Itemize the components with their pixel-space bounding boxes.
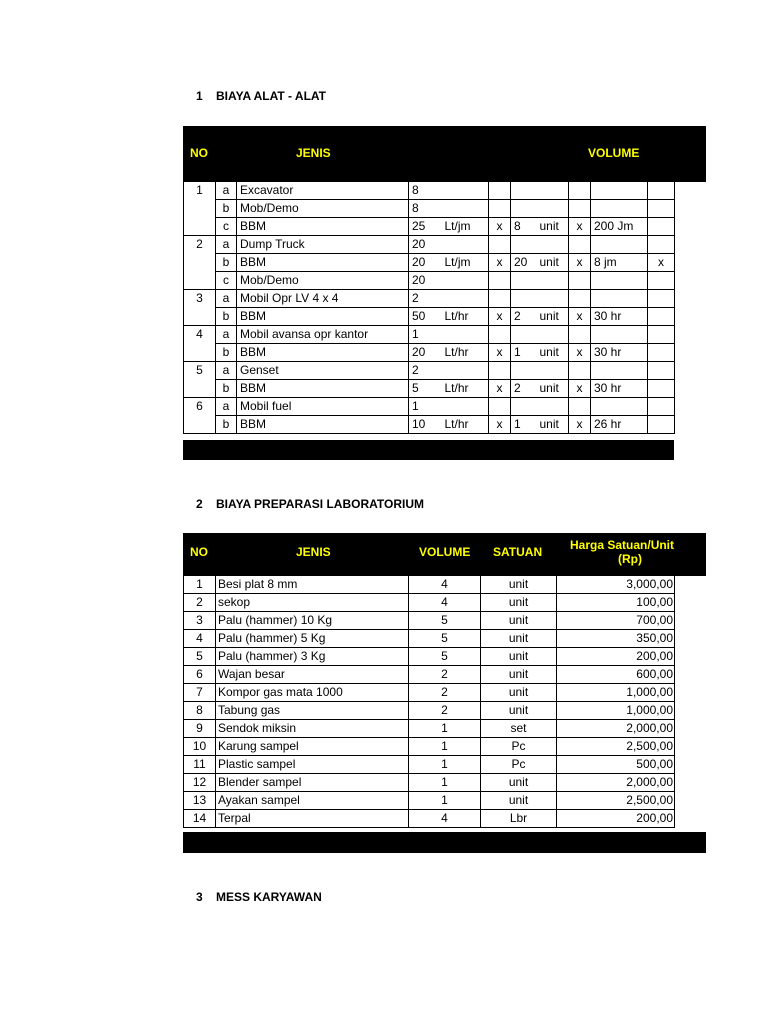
cell-unit-rate xyxy=(442,326,489,344)
cell-qty: 5 xyxy=(409,380,442,398)
cell-jenis: BBM xyxy=(237,254,409,272)
cell-unit xyxy=(537,200,569,218)
cell-satuan: unit xyxy=(481,702,557,720)
cell-duration xyxy=(591,182,648,200)
cell-jenis: sekop xyxy=(216,594,409,612)
cell-duration xyxy=(591,236,648,254)
cell-jenis: Kompor gas mata 1000 xyxy=(216,684,409,702)
cell-harga: 600,00 xyxy=(557,666,675,684)
cell-unit-rate: Lt/hr xyxy=(442,416,489,434)
cell-satuan: unit xyxy=(481,576,557,594)
cell-sub: b xyxy=(216,380,237,398)
cell-jenis: Palu (hammer) 5 Kg xyxy=(216,630,409,648)
table-row xyxy=(184,576,675,594)
table-row xyxy=(184,684,675,702)
section-label: BIAYA ALAT - ALAT xyxy=(216,89,326,103)
cell-count xyxy=(511,398,537,416)
cell-harga: 3,000,00 xyxy=(557,576,675,594)
cell-volume: 2 xyxy=(409,666,481,684)
cell-no: 9 xyxy=(184,720,216,738)
table1-body xyxy=(184,182,675,434)
cell-duration: 30 hr xyxy=(591,308,648,326)
table-row xyxy=(184,272,675,290)
cell-jenis: Plastic sampel xyxy=(216,756,409,774)
cell-times: x xyxy=(489,380,511,398)
cell-qty: 25 xyxy=(409,218,442,236)
cell-unit xyxy=(537,362,569,380)
cell-harga: 2,000,00 xyxy=(557,774,675,792)
cell-unit xyxy=(537,326,569,344)
cell-satuan: unit xyxy=(481,666,557,684)
cell-jenis: Mob/Demo xyxy=(237,272,409,290)
section-number: 1 xyxy=(196,89,203,103)
table-row xyxy=(184,612,675,630)
cell-sub: b xyxy=(216,308,237,326)
cell-unit: unit xyxy=(537,380,569,398)
cell-times: x xyxy=(489,344,511,362)
header-no: NO xyxy=(190,146,208,160)
cell-times xyxy=(489,290,511,308)
table-row xyxy=(184,218,675,236)
cell-qty: 20 xyxy=(409,344,442,362)
cell-sub: a xyxy=(216,326,237,344)
cell-volume: 5 xyxy=(409,630,481,648)
cell-jenis: Wajan besar xyxy=(216,666,409,684)
table-row xyxy=(184,254,675,272)
cell-duration xyxy=(591,290,648,308)
cell-sub: b xyxy=(216,254,237,272)
cell-sub: a xyxy=(216,236,237,254)
table-row xyxy=(184,720,675,738)
header-volume: VOLUME xyxy=(419,545,471,559)
cell-times: x xyxy=(569,254,591,272)
cell-volume: 1 xyxy=(409,720,481,738)
cell-jenis: Karung sampel xyxy=(216,738,409,756)
cell-times: x xyxy=(489,254,511,272)
section-label: BIAYA PREPARASI LABORATORIUM xyxy=(216,497,425,511)
cell-qty: 10 xyxy=(409,416,442,434)
header-volume: VOLUME xyxy=(588,146,640,160)
cell-volume: 1 xyxy=(409,738,481,756)
cell-count xyxy=(511,236,537,254)
table-row xyxy=(184,630,675,648)
cell-sub: b xyxy=(216,344,237,362)
cell-sub: a xyxy=(216,398,237,416)
cell-no: 12 xyxy=(184,774,216,792)
cell-no: 14 xyxy=(184,810,216,828)
table-row xyxy=(184,362,675,380)
cell-satuan: unit xyxy=(481,684,557,702)
cell-unit-rate xyxy=(442,236,489,254)
cell-times xyxy=(648,326,675,344)
table-row xyxy=(184,344,675,362)
cell-times xyxy=(489,182,511,200)
cell-duration: 30 hr xyxy=(591,344,648,362)
table1-header xyxy=(183,126,706,182)
cell-count: 2 xyxy=(511,380,537,398)
cell-unit: unit xyxy=(537,416,569,434)
cell-no xyxy=(184,272,216,290)
cell-times xyxy=(569,272,591,290)
cell-no xyxy=(184,308,216,326)
cell-count xyxy=(511,272,537,290)
cell-times xyxy=(648,308,675,326)
cell-volume: 5 xyxy=(409,648,481,666)
cell-no xyxy=(184,344,216,362)
cell-harga: 200,00 xyxy=(557,648,675,666)
cell-no: 11 xyxy=(184,756,216,774)
cell-jenis: Ayakan sampel xyxy=(216,792,409,810)
cell-jenis: BBM xyxy=(237,308,409,326)
cell-no: 7 xyxy=(184,684,216,702)
cell-sub: b xyxy=(216,200,237,218)
cell-times xyxy=(648,272,675,290)
header-harga-line2: (Rp) xyxy=(618,552,642,566)
cell-satuan: Pc xyxy=(481,756,557,774)
cell-jenis: Sendok miksin xyxy=(216,720,409,738)
cell-times xyxy=(569,362,591,380)
cell-volume: 1 xyxy=(409,792,481,810)
cell-jenis: BBM xyxy=(237,380,409,398)
cell-times: x xyxy=(648,254,675,272)
cell-times xyxy=(489,362,511,380)
cell-satuan: unit xyxy=(481,792,557,810)
cell-times xyxy=(569,236,591,254)
cell-qty: 8 xyxy=(409,182,442,200)
cell-unit-rate xyxy=(442,290,489,308)
cell-harga: 350,00 xyxy=(557,630,675,648)
table-row xyxy=(184,648,675,666)
cell-volume: 2 xyxy=(409,684,481,702)
cell-sub: b xyxy=(216,416,237,434)
cell-times: x xyxy=(489,218,511,236)
cell-qty: 2 xyxy=(409,362,442,380)
cell-harga: 2,000,00 xyxy=(557,720,675,738)
cell-unit-rate: Lt/hr xyxy=(442,308,489,326)
table-row xyxy=(184,380,675,398)
cell-unit-rate xyxy=(442,182,489,200)
cell-jenis: Mobil fuel xyxy=(237,398,409,416)
cell-unit xyxy=(537,398,569,416)
cell-times: x xyxy=(489,308,511,326)
cell-count: 20 xyxy=(511,254,537,272)
cell-count: 1 xyxy=(511,416,537,434)
cell-sub: a xyxy=(216,362,237,380)
cell-times: x xyxy=(569,380,591,398)
cell-times xyxy=(648,344,675,362)
header-satuan: SATUAN xyxy=(493,545,543,559)
cell-no xyxy=(184,254,216,272)
cell-unit-rate xyxy=(442,362,489,380)
cell-no: 3 xyxy=(184,290,216,308)
cell-jenis: Besi plat 8 mm xyxy=(216,576,409,594)
cell-times xyxy=(648,236,675,254)
cell-qty: 20 xyxy=(409,254,442,272)
cell-times xyxy=(648,380,675,398)
cell-jenis: Mobil Opr LV 4 x 4 xyxy=(237,290,409,308)
cell-jenis: BBM xyxy=(237,344,409,362)
cell-no: 10 xyxy=(184,738,216,756)
cell-jenis: Palu (hammer) 3 Kg xyxy=(216,648,409,666)
cell-no xyxy=(184,380,216,398)
cell-unit xyxy=(537,236,569,254)
cell-volume: 4 xyxy=(409,576,481,594)
cell-volume: 4 xyxy=(409,810,481,828)
cell-harga: 1,000,00 xyxy=(557,702,675,720)
cell-unit-rate xyxy=(442,398,489,416)
table2-footer-bar xyxy=(183,832,706,853)
cell-jenis: Terpal xyxy=(216,810,409,828)
table-row xyxy=(184,326,675,344)
cell-unit-rate xyxy=(442,200,489,218)
cell-harga: 2,500,00 xyxy=(557,792,675,810)
cell-unit xyxy=(537,272,569,290)
cell-unit-rate: Lt/hr xyxy=(442,380,489,398)
cell-times xyxy=(648,290,675,308)
cell-satuan: unit xyxy=(481,612,557,630)
cell-no: 8 xyxy=(184,702,216,720)
cell-times xyxy=(489,398,511,416)
cell-qty: 8 xyxy=(409,200,442,218)
cell-times xyxy=(569,398,591,416)
cell-harga: 200,00 xyxy=(557,810,675,828)
cell-sub: a xyxy=(216,182,237,200)
cell-harga: 100,00 xyxy=(557,594,675,612)
cell-times xyxy=(648,218,675,236)
cell-count xyxy=(511,290,537,308)
table-row xyxy=(184,308,675,326)
cell-harga: 700,00 xyxy=(557,612,675,630)
cell-times xyxy=(489,272,511,290)
cell-unit-rate: Lt/hr xyxy=(442,344,489,362)
cell-no: 2 xyxy=(184,236,216,254)
cell-no: 13 xyxy=(184,792,216,810)
cell-no xyxy=(184,200,216,218)
table-row xyxy=(184,738,675,756)
cell-jenis: Excavator xyxy=(237,182,409,200)
cell-qty: 20 xyxy=(409,236,442,254)
cell-times xyxy=(648,362,675,380)
cell-count: 2 xyxy=(511,308,537,326)
cell-times: x xyxy=(489,416,511,434)
cell-harga: 2,500,00 xyxy=(557,738,675,756)
cell-volume: 2 xyxy=(409,702,481,720)
cell-no: 6 xyxy=(184,666,216,684)
cell-times xyxy=(489,236,511,254)
cell-times xyxy=(569,290,591,308)
cell-sub: c xyxy=(216,218,237,236)
table-row xyxy=(184,702,675,720)
cell-no: 1 xyxy=(184,182,216,200)
table-row xyxy=(184,236,675,254)
section-2-title xyxy=(196,497,424,511)
cell-times: x xyxy=(569,308,591,326)
cell-duration xyxy=(591,398,648,416)
cell-duration xyxy=(591,362,648,380)
cell-duration xyxy=(591,272,648,290)
cell-volume: 5 xyxy=(409,612,481,630)
cell-unit-rate: Lt/jm xyxy=(442,254,489,272)
table1 xyxy=(183,181,675,434)
cell-unit-rate: Lt/jm xyxy=(442,218,489,236)
section-number: 3 xyxy=(196,890,203,904)
cell-sub: c xyxy=(216,272,237,290)
table2-body xyxy=(184,576,675,828)
header-jenis: JENIS xyxy=(296,146,331,160)
cell-jenis: Genset xyxy=(237,362,409,380)
table-row xyxy=(184,398,675,416)
cell-unit xyxy=(537,290,569,308)
table-row xyxy=(184,756,675,774)
table-row xyxy=(184,810,675,828)
cell-jenis: Dump Truck xyxy=(237,236,409,254)
cell-jenis: Mobil avansa opr kantor xyxy=(237,326,409,344)
cell-count: 8 xyxy=(511,218,537,236)
section-label: MESS KARYAWAN xyxy=(216,890,322,904)
table-row xyxy=(184,666,675,684)
cell-satuan: unit xyxy=(481,594,557,612)
cell-qty: 20 xyxy=(409,272,442,290)
section-1-title xyxy=(196,89,326,103)
table1-footer-bar xyxy=(183,440,674,460)
table-row xyxy=(184,200,675,218)
cell-satuan: unit xyxy=(481,648,557,666)
cell-volume: 1 xyxy=(409,756,481,774)
cell-unit: unit xyxy=(537,308,569,326)
cell-qty: 1 xyxy=(409,398,442,416)
cell-times: x xyxy=(569,416,591,434)
cell-no: 4 xyxy=(184,326,216,344)
cell-unit: unit xyxy=(537,254,569,272)
table-row xyxy=(184,594,675,612)
cell-jenis: BBM xyxy=(237,416,409,434)
cell-unit: unit xyxy=(537,218,569,236)
cell-volume: 4 xyxy=(409,594,481,612)
cell-times xyxy=(489,326,511,344)
cell-no: 6 xyxy=(184,398,216,416)
table2 xyxy=(183,575,675,828)
cell-jenis: Tabung gas xyxy=(216,702,409,720)
table-row xyxy=(184,792,675,810)
cell-count xyxy=(511,362,537,380)
cell-jenis: Palu (hammer) 10 Kg xyxy=(216,612,409,630)
cell-satuan: Lbr xyxy=(481,810,557,828)
cell-no: 4 xyxy=(184,630,216,648)
cell-times xyxy=(489,200,511,218)
cell-satuan: set xyxy=(481,720,557,738)
cell-jenis: Blender sampel xyxy=(216,774,409,792)
table-row xyxy=(184,416,675,434)
cell-duration: 30 hr xyxy=(591,380,648,398)
cell-no: 5 xyxy=(184,648,216,666)
cell-times: x xyxy=(569,344,591,362)
cell-duration: 200 Jm xyxy=(591,218,648,236)
cell-times: x xyxy=(569,218,591,236)
cell-no: 5 xyxy=(184,362,216,380)
cell-unit xyxy=(537,182,569,200)
section-number: 2 xyxy=(196,497,203,511)
cell-duration: 8 jm xyxy=(591,254,648,272)
cell-jenis: Mob/Demo xyxy=(237,200,409,218)
cell-no xyxy=(184,416,216,434)
cell-count xyxy=(511,182,537,200)
cell-jenis: BBM xyxy=(237,218,409,236)
cell-times xyxy=(648,398,675,416)
cell-no: 3 xyxy=(184,612,216,630)
cell-count: 1 xyxy=(511,344,537,362)
cell-no xyxy=(184,218,216,236)
cell-satuan: Pc xyxy=(481,738,557,756)
cell-qty: 1 xyxy=(409,326,442,344)
cell-times xyxy=(569,200,591,218)
header-jenis: JENIS xyxy=(296,545,331,559)
table-row xyxy=(184,774,675,792)
cell-unit-rate xyxy=(442,272,489,290)
cell-no: 1 xyxy=(184,576,216,594)
cell-sub: a xyxy=(216,290,237,308)
cell-count xyxy=(511,326,537,344)
cell-duration xyxy=(591,200,648,218)
cell-times xyxy=(569,182,591,200)
header-no: NO xyxy=(190,545,208,559)
cell-times xyxy=(648,200,675,218)
cell-duration: 26 hr xyxy=(591,416,648,434)
cell-satuan: unit xyxy=(481,774,557,792)
header-harga-line1: Harga Satuan/Unit xyxy=(570,538,675,552)
cell-no: 2 xyxy=(184,594,216,612)
cell-harga: 1,000,00 xyxy=(557,684,675,702)
cell-unit: unit xyxy=(537,344,569,362)
table-row xyxy=(184,290,675,308)
cell-satuan: unit xyxy=(481,630,557,648)
header-harga xyxy=(570,538,710,566)
cell-harga: 500,00 xyxy=(557,756,675,774)
cell-times xyxy=(648,416,675,434)
section-3-title xyxy=(196,890,322,904)
cell-count xyxy=(511,200,537,218)
cell-times xyxy=(569,326,591,344)
cell-times xyxy=(648,182,675,200)
table-row xyxy=(184,182,675,200)
cell-qty: 50 xyxy=(409,308,442,326)
cell-qty: 2 xyxy=(409,290,442,308)
table2-header xyxy=(183,533,706,576)
cell-volume: 1 xyxy=(409,774,481,792)
cell-duration xyxy=(591,326,648,344)
